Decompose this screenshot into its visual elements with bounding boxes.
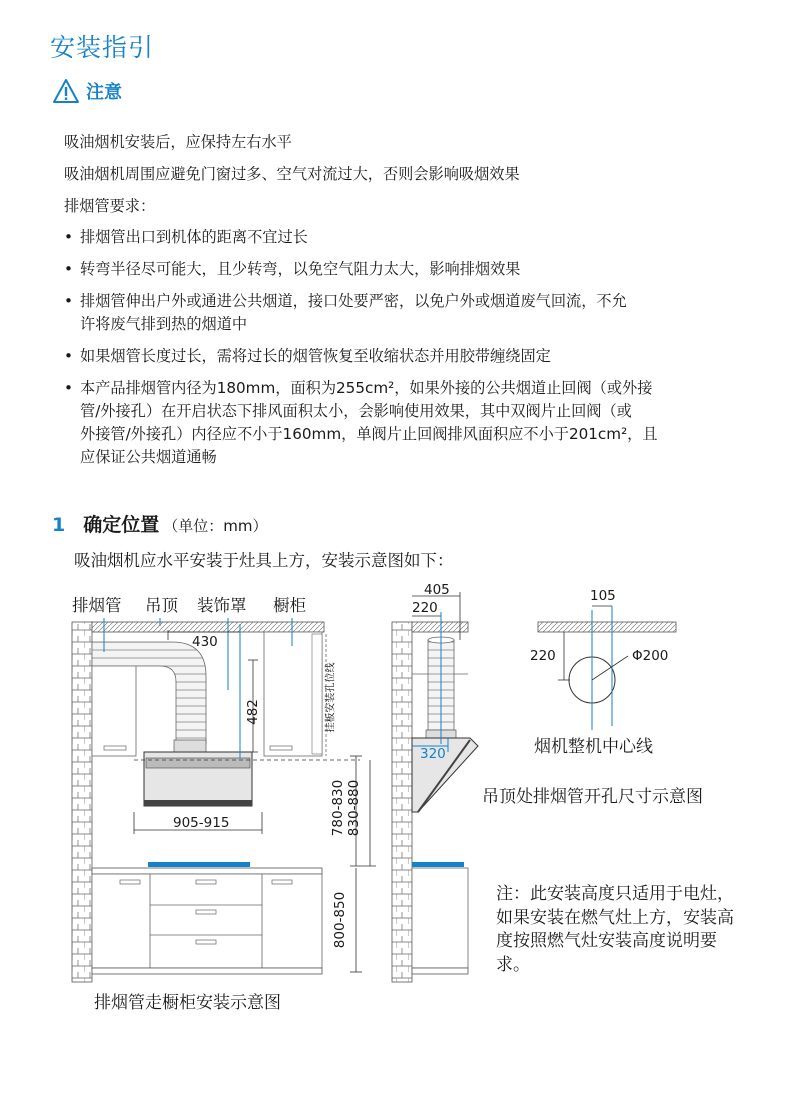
page-title: 安装指引 [50, 33, 155, 62]
hood-base [144, 800, 252, 806]
side-counter [412, 868, 468, 968]
label-plate-hole-line: 挂板安装孔位线 [325, 662, 337, 733]
section-number: 1 [52, 514, 66, 536]
left-wall [72, 622, 92, 982]
dim-905-915: 905-915 [173, 815, 230, 831]
caption-left: 排烟管走橱柜安装示意图 [94, 993, 281, 1013]
bullet-text: 外接管/外接孔）内径应不小于160mm，单阀片止回阀排风面积应不小于201cm²，且 [80, 425, 658, 443]
caution-label: 注意 [86, 82, 122, 103]
label-center-line: 烟机整机中心线 [534, 737, 653, 757]
bullet-text: 许将废气排到热的烟道中 [80, 315, 248, 333]
ceiling-slab [92, 622, 324, 632]
dim-405: 405 [424, 582, 450, 598]
bullet-text: 排烟管伸出户外或通进公共烟道，接口处要严密，以免户外或烟道废气回流，不允 [80, 292, 627, 310]
section-intro: 吸油烟机应水平安装于灶具上方，安装示意图如下： [74, 551, 454, 570]
plate-panel [312, 634, 322, 754]
dim-780-830: 780-830 [330, 779, 347, 837]
intro-line: 吸油烟机周围应避免门窗过多、空气对流过大，否则会影响吸烟效果 [64, 165, 520, 183]
bullet-text: 本产品排烟管内径为180mm，面积为255cm²，如果外接的公共烟道止回阀（或外接 [80, 379, 653, 397]
dim-105: 105 [590, 588, 616, 604]
bullet-dot: • [64, 292, 73, 310]
bullet-dot: • [64, 379, 73, 397]
dim-220-hole: 220 [530, 648, 556, 664]
dim-430: 430 [192, 634, 218, 650]
countertop [92, 868, 322, 874]
intro-line: 排烟管要求： [64, 197, 156, 215]
intro-line: 吸油烟机安装后，应保持左右水平 [64, 133, 292, 151]
side-wall [392, 622, 412, 982]
cooktop [148, 862, 250, 867]
bullet-dot: • [64, 260, 73, 278]
side-cooktop [412, 862, 464, 867]
floor-line [92, 968, 322, 974]
label-decor-cover: 装饰罩 [197, 596, 247, 615]
bullet-text: 管/外接孔）在开启状态下排风面积太小，会影响使用效果，其中双阀片止回阀（或 [80, 402, 632, 420]
section-unit: （单位：mm） [163, 517, 268, 535]
caption-right: 吊顶处排烟管开孔尺寸示意图 [482, 787, 703, 807]
dim-482: 482 [244, 699, 261, 725]
dim-800-850: 800-850 [332, 891, 349, 949]
section-title: 确定位置 [83, 514, 160, 536]
label-cabinet: 橱柜 [273, 596, 306, 615]
hood-neck [174, 740, 206, 752]
bullet-dot: • [64, 347, 73, 365]
installation-note: 注：此安装高度只适用于电灶，如果安装在燃气灶上方，安装高度按照燃气灶安装高度说明要求。 [496, 884, 734, 975]
label-ceiling: 吊顶 [145, 596, 178, 615]
label-exhaust-pipe: 排烟管 [72, 596, 122, 615]
lower-cabinet [92, 874, 322, 968]
dim-830-880: 830-880 [346, 779, 363, 837]
bullet-dot: • [64, 228, 73, 246]
bullet-text: 应保证公共烟道通畅 [80, 448, 217, 466]
bullet-text: 排烟管出口到机体的距离不宜过长 [80, 228, 308, 246]
dim-phi-200: Φ200 [632, 648, 669, 664]
upper-cabinet-left [92, 660, 136, 756]
bullet-text: 如果烟管长度过长，需将过长的烟管恢复至收缩状态并用胶带缠绕固定 [80, 347, 551, 365]
bullet-text: 转弯半径尽可能大，且少转弯，以免空气阻力太大，影响排烟效果 [80, 260, 521, 278]
dim-220-side: 220 [412, 600, 438, 616]
dim-320: 320 [420, 746, 446, 762]
hood-panel [146, 758, 250, 768]
hole-ceiling [538, 622, 676, 632]
